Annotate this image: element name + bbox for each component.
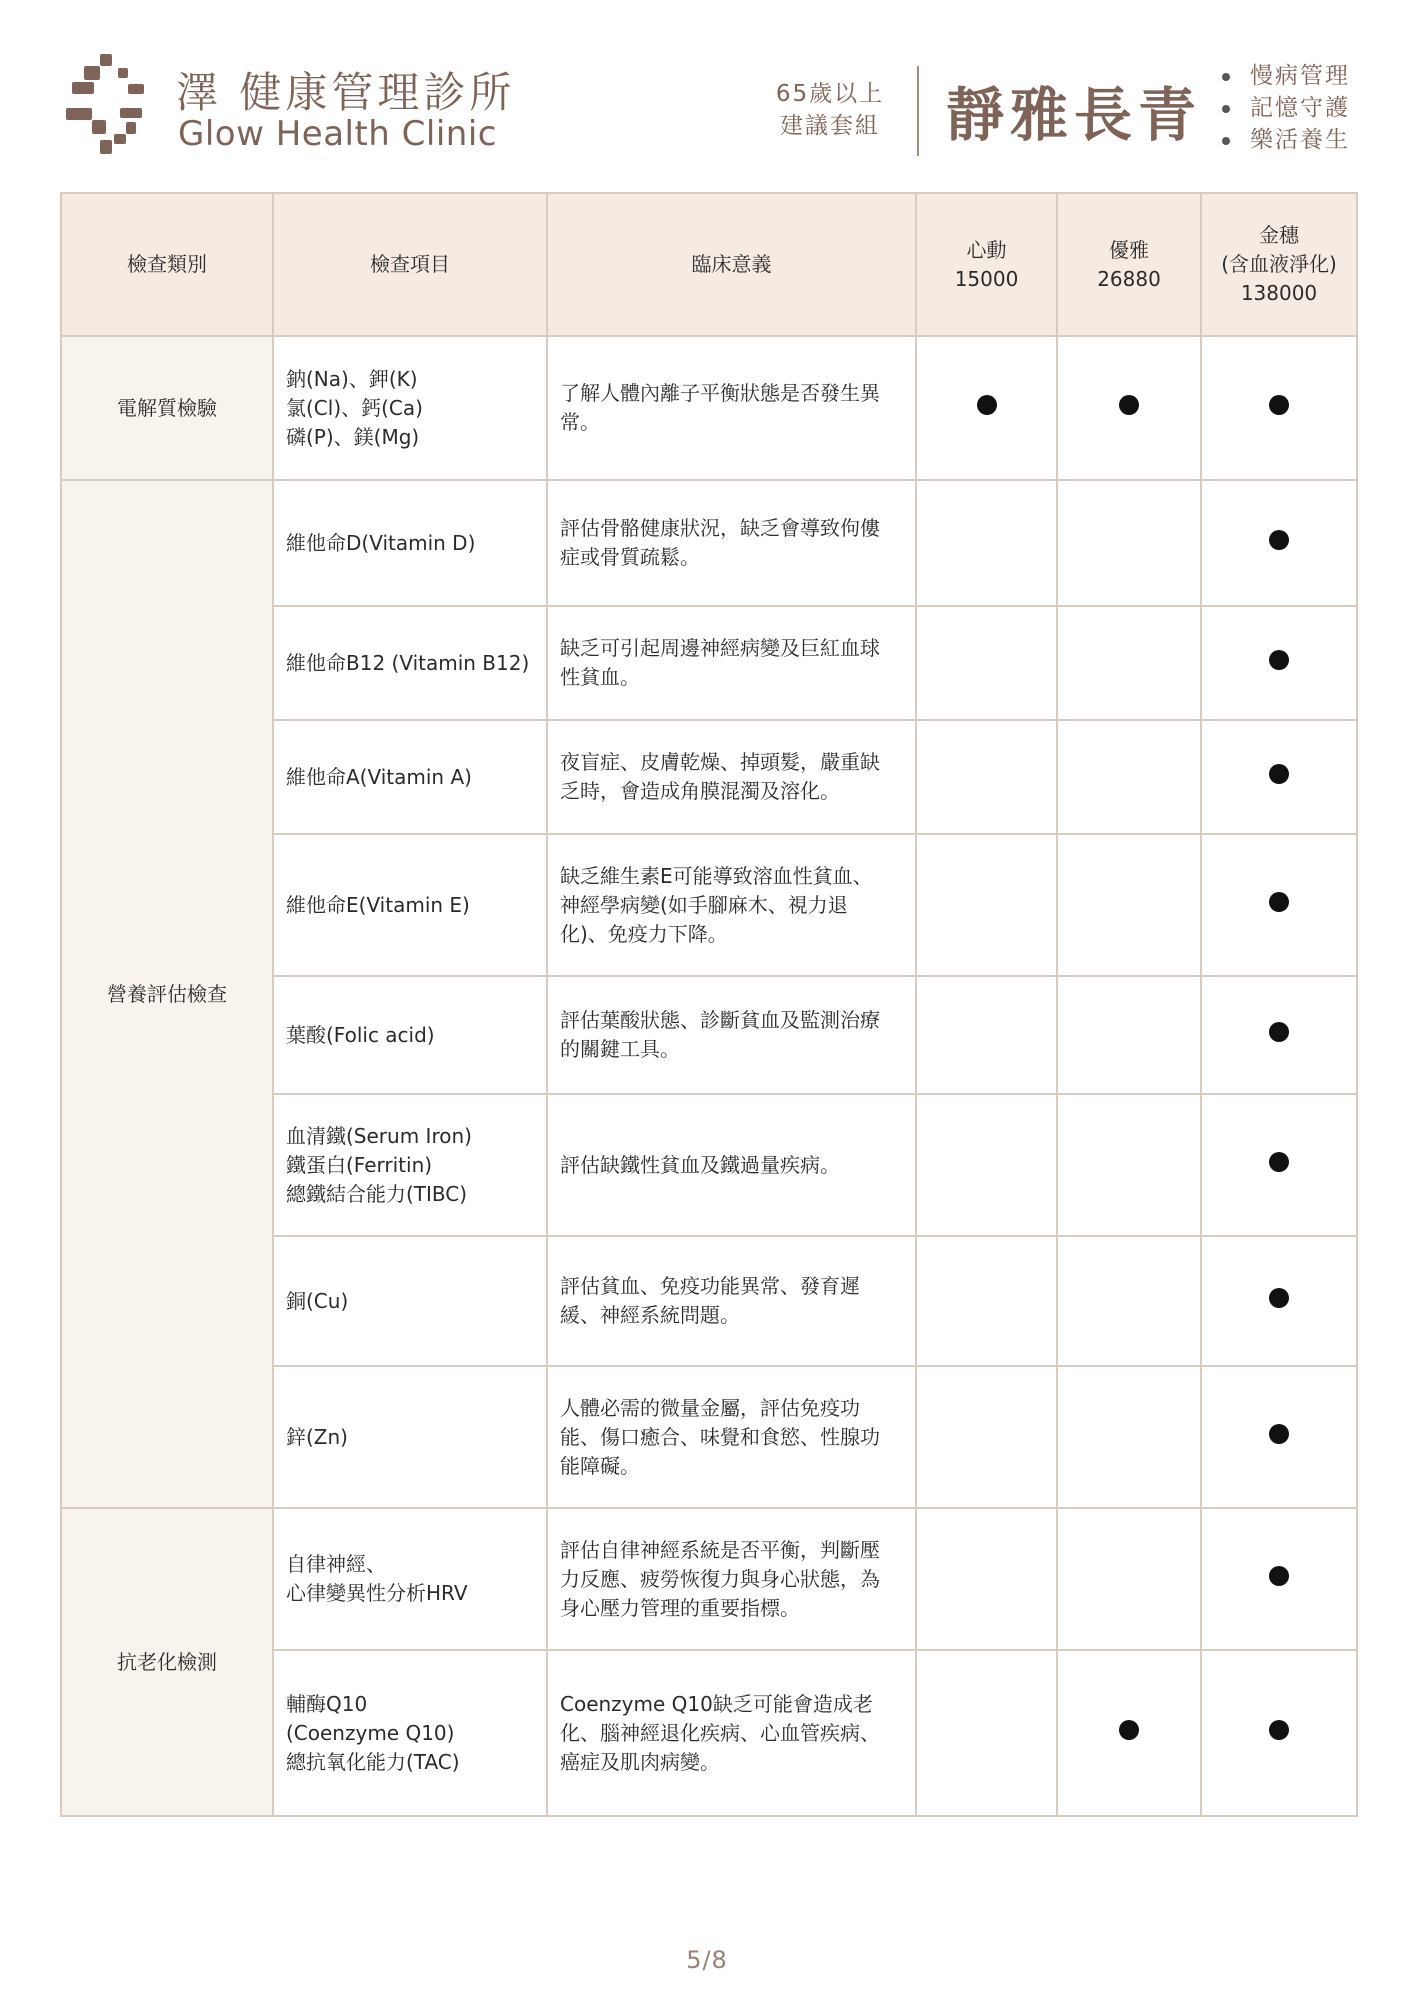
item-cell: 鈉(Na)、鉀(K) 氯(Cl)、鈣(Ca) 磷(P)、鎂(Mg) xyxy=(273,336,547,480)
plan-1-cell xyxy=(916,834,1057,976)
meaning-cell: 評估葉酸狀態、診斷貧血及監測治療 的關鍵工具。 xyxy=(547,976,916,1094)
plan-3-cell xyxy=(1201,1236,1357,1366)
plan-3-cell xyxy=(1201,720,1357,834)
plan-1-cell xyxy=(916,1236,1057,1366)
included-dot-icon xyxy=(1269,650,1289,670)
feature-item: 慢病管理 xyxy=(1222,60,1350,92)
plan-1-cell xyxy=(916,606,1057,720)
category-cell: 營養評估檢查 xyxy=(61,480,273,1508)
plan-1-cell xyxy=(916,720,1057,834)
plan-2-cell xyxy=(1057,606,1201,720)
header-meaning: 臨床意義 xyxy=(547,193,916,336)
bullet-icon xyxy=(1222,105,1230,113)
bullet-icon xyxy=(1222,137,1230,145)
meaning-cell: 人體必需的微量金屬，評估免疫功 能、傷口癒合、味覺和食慾、性腺功 能障礙。 xyxy=(547,1366,916,1508)
plan-2-cell xyxy=(1057,834,1201,976)
clinic-name-english: Glow Health Clinic xyxy=(178,114,497,154)
plan-1-cell xyxy=(916,1650,1057,1816)
header-category: 檢查類別 xyxy=(61,193,273,336)
meaning-cell: 評估骨骼健康狀況，缺乏會導致佝僂 症或骨質疏鬆。 xyxy=(547,480,916,606)
plan-3-cell xyxy=(1201,606,1357,720)
meaning-cell: 評估貧血、免疫功能異常、發育遲 緩、神經系統問題。 xyxy=(547,1236,916,1366)
feature-item: 記憶守護 xyxy=(1222,92,1350,124)
plan-1-cell xyxy=(916,1508,1057,1650)
plan-2-cell xyxy=(1057,1650,1201,1816)
feature-item: 樂活養生 xyxy=(1222,124,1350,156)
included-dot-icon xyxy=(1269,1720,1289,1740)
item-cell: 維他命D(Vitamin D) xyxy=(273,480,547,606)
item-cell: 輔酶Q10 (Coenzyme Q10) 總抗氧化能力(TAC) xyxy=(273,1650,547,1816)
exam-table xyxy=(60,192,1358,1817)
plan-3-cell xyxy=(1201,976,1357,1094)
included-dot-icon xyxy=(1269,1022,1289,1042)
package-title: 靜雅長青 xyxy=(946,81,1203,149)
table-row xyxy=(61,480,1357,606)
table-body xyxy=(61,336,1357,1816)
plan-2-cell xyxy=(1057,336,1201,480)
age-line: 65歲以上 xyxy=(775,81,885,107)
table-row xyxy=(61,1508,1357,1650)
plan-2-cell xyxy=(1057,976,1201,1094)
plan-2-cell xyxy=(1057,1508,1201,1650)
plan-1-cell xyxy=(916,976,1057,1094)
clinic-logo-icon xyxy=(66,54,156,154)
page-header xyxy=(0,0,1414,190)
plan-3-cell xyxy=(1201,1366,1357,1508)
feature-list xyxy=(1222,60,1350,156)
header-divider xyxy=(917,66,919,156)
included-dot-icon xyxy=(1269,395,1289,415)
item-cell: 自律神經、 心律變異性分析HRV xyxy=(273,1508,547,1650)
meaning-cell: 評估缺鐵性貧血及鐵過量疾病。 xyxy=(547,1094,916,1236)
header-plan-3: 金穗 (含血液淨化) 138000 xyxy=(1201,193,1357,336)
plan-2-cell xyxy=(1057,480,1201,606)
plan-3-cell xyxy=(1201,1650,1357,1816)
included-dot-icon xyxy=(1119,1720,1139,1740)
plan-1-cell xyxy=(916,1094,1057,1236)
page-number: 5/8 xyxy=(686,1946,728,1974)
plan-2-cell xyxy=(1057,1094,1201,1236)
category-cell: 抗老化檢測 xyxy=(61,1508,273,1816)
included-dot-icon xyxy=(1119,395,1139,415)
bullet-icon xyxy=(1222,73,1230,81)
header-plan-1: 心動 15000 xyxy=(916,193,1057,336)
meaning-cell: Coenzyme Q10缺乏可能會造成老 化、腦神經退化疾病、心血管疾病、 癌症及肌肉病變。 xyxy=(547,1650,916,1816)
category-cell: 電解質檢驗 xyxy=(61,336,273,480)
item-cell: 血清鐵(Serum Iron) 鐵蛋白(Ferritin) 總鐵結合能力(TIBC) xyxy=(273,1094,547,1236)
plan-1-cell xyxy=(916,1366,1057,1508)
recommendation-line: 建議套組 xyxy=(780,113,880,139)
included-dot-icon xyxy=(977,395,997,415)
meaning-cell: 了解人體內離子平衡狀態是否發生異 常。 xyxy=(547,336,916,480)
plan-1-cell xyxy=(916,480,1057,606)
included-dot-icon xyxy=(1269,1566,1289,1586)
meaning-cell: 夜盲症、皮膚乾燥、掉頭髮，嚴重缺 乏時，會造成角膜混濁及溶化。 xyxy=(547,720,916,834)
table-header-row xyxy=(61,193,1357,336)
included-dot-icon xyxy=(1269,1424,1289,1444)
meaning-cell: 缺乏維生素E可能導致溶血性貧血、 神經學病變(如手腳麻木、視力退 化)、免疫力下降。 xyxy=(547,834,916,976)
plan-3-cell xyxy=(1201,834,1357,976)
plan-2-cell xyxy=(1057,1366,1201,1508)
item-cell: 維他命A(Vitamin A) xyxy=(273,720,547,834)
included-dot-icon xyxy=(1269,892,1289,912)
item-cell: 葉酸(Folic acid) xyxy=(273,976,547,1094)
plan-1-cell xyxy=(916,336,1057,480)
plan-3-cell xyxy=(1201,480,1357,606)
age-recommendation xyxy=(760,78,900,142)
item-cell: 銅(Cu) xyxy=(273,1236,547,1366)
plan-2-cell xyxy=(1057,1236,1201,1366)
plan-3-cell xyxy=(1201,1094,1357,1236)
plan-3-cell xyxy=(1201,1508,1357,1650)
clinic-name-chinese: 澤 健康管理診所 xyxy=(176,68,516,117)
meaning-cell: 缺乏可引起周邊神經病變及巨紅血球 性貧血。 xyxy=(547,606,916,720)
item-cell: 維他命B12 (Vitamin B12) xyxy=(273,606,547,720)
meaning-cell: 評估自律神經系統是否平衡，判斷壓 力反應、疲勞恢復力與身心狀態，為 身心壓力管理的重要指標。 xyxy=(547,1508,916,1650)
included-dot-icon xyxy=(1269,764,1289,784)
header-item: 檢查項目 xyxy=(273,193,547,336)
table-row xyxy=(61,336,1357,480)
included-dot-icon xyxy=(1269,1152,1289,1172)
included-dot-icon xyxy=(1269,530,1289,550)
item-cell: 維他命E(Vitamin E) xyxy=(273,834,547,976)
plan-3-cell xyxy=(1201,336,1357,480)
plan-2-cell xyxy=(1057,720,1201,834)
included-dot-icon xyxy=(1269,1288,1289,1308)
header-plan-2: 優雅 26880 xyxy=(1057,193,1201,336)
item-cell: 鋅(Zn) xyxy=(273,1366,547,1508)
